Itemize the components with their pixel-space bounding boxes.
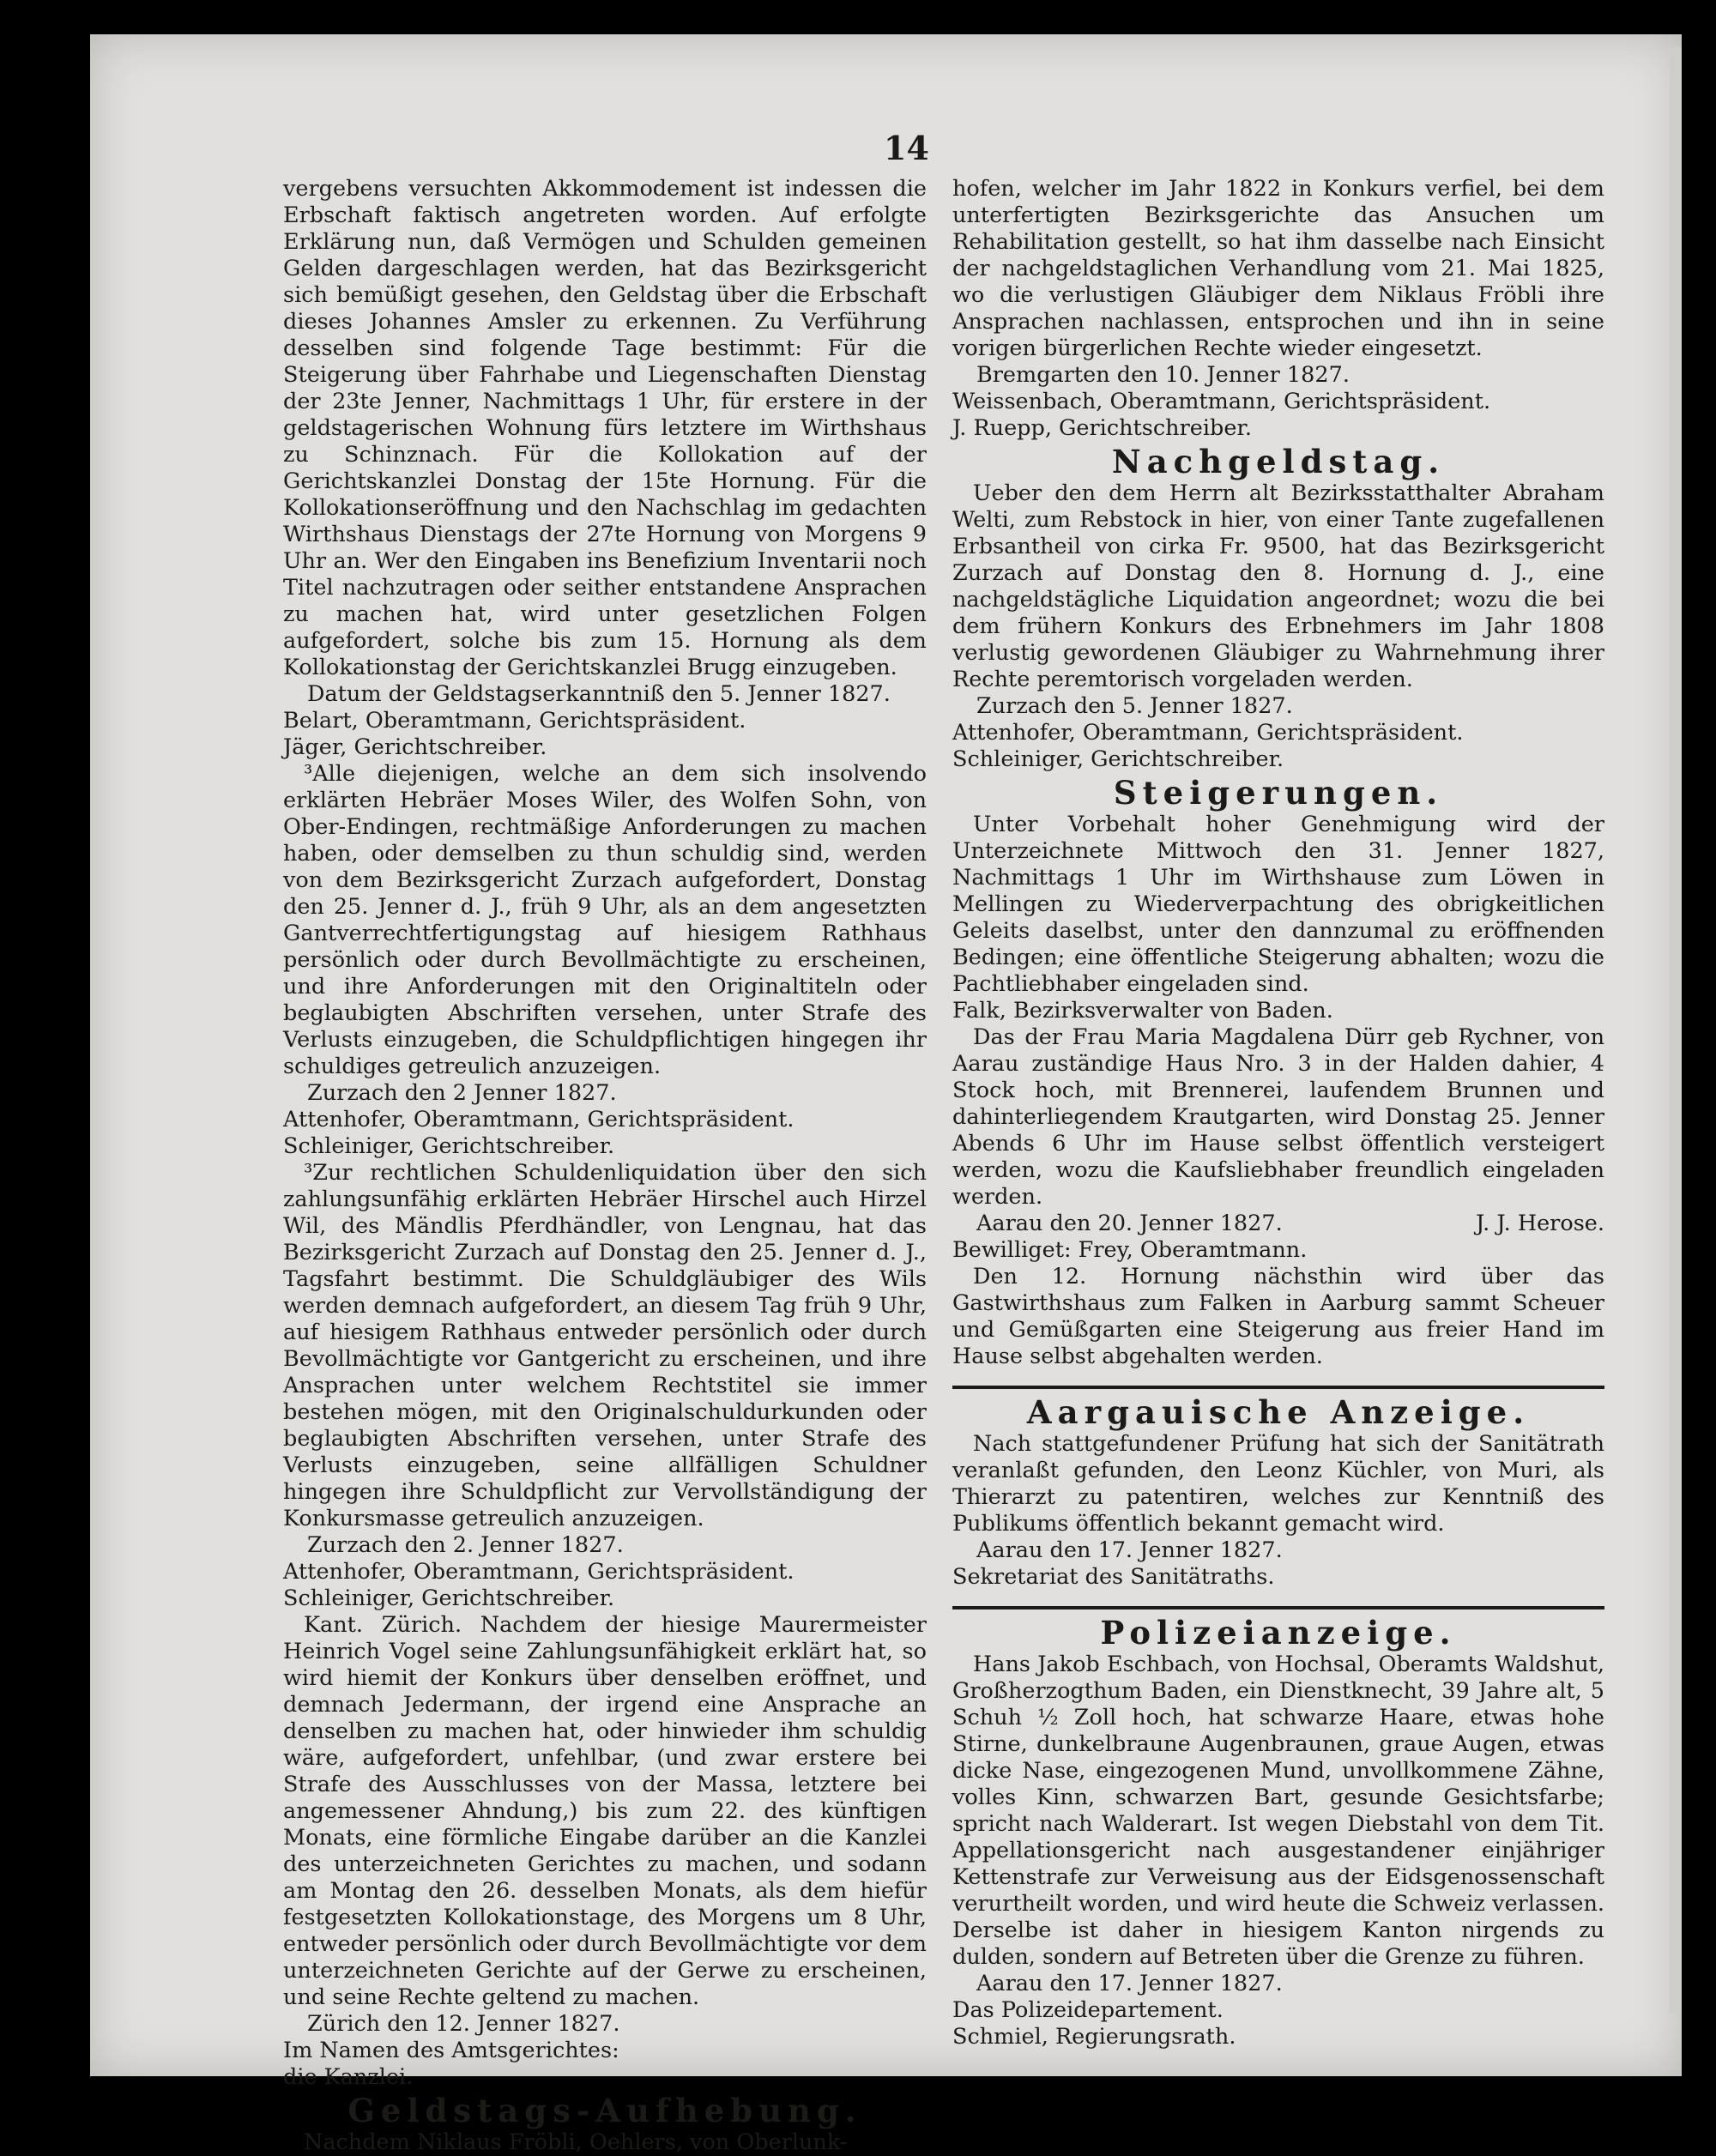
notice-kuechler-text: Nach stattgefundener Prüfung hat sich der Sanitätrath veranlaßt gefunden, den Leonz Küchler, von Muri, als Thierarzt zu patentiren, welches zur Kenntniß des Publikums öffentlich bekannt gemacht wird. [952, 1431, 1604, 1537]
notice-wiler-signature-1: Attenhofer, Oberamtmann, Gerichtspräsident. [283, 1107, 795, 1132]
notice-eschbach-signature-1: Das Polizeidepartement. [952, 1997, 1224, 2023]
notice-wiler-text: ³Alle diejenigen, welche an dem sich insolvendo erklärten Hebräer Moses Wiler, des Wolfen Sohn, von Ober-Endingen, rechtmäßige Anforderungen zu machen haben, oder demselben zu thun schuldig sind, werden von dem Bezirksgericht Zurzach aufgefordert, Donstag den 25. Jenner d. J., früh 9 Uhr, als an dem angesetzten Gantverrechtfertigungstag auf hiesigem Rathhaus persönlich oder durch Bevollmächtigte zu erscheinen, und ihre Anforderungen mit den Originaltiteln oder beglaubigten Abschriften versehen, unter Strafe des Verlusts einzugeben, die Schuldpflichtigen hingegen ihr schuldiges getreulich anzuzeigen. [283, 761, 927, 1079]
section-heading-aargauische-anzeige: Aargauische Anzeige. [1026, 1393, 1531, 1431]
notice-duerr-footer [952, 1211, 1604, 1237]
notice-vogel-signature-1: Im Namen des Amtsgerichtes: [283, 2038, 619, 2063]
notice-froebli-text-start: Nachdem Niklaus Fröbli, Oehlers, von Oberlunk- [304, 2129, 848, 2155]
page-number: 14 [884, 129, 929, 167]
notice-welti-text: Ueber den dem Herrn alt Bezirksstatthalter Abraham Welti, zum Rebstock in hier, von einer Tante zugefallenen Erbsantheil von cirka Fr. 9500, hat das Bezirksgericht Zurzach auf Donstag den 8. Hornung d. J., eine nachgeldstägliche Liquidation angeordnet; wozu die bei dem frühern Konkurs des Erbnehmers im Jahr 1808 verlustig gewordenen Gläubiger zu Wahrnehmung ihrer Rechte peremtorisch vorgeladen werden. [952, 480, 1604, 692]
notice-wiler-date: Zurzach den 2 Jenner 1827. [307, 1080, 617, 1106]
notice-eschbach-date: Aarau den 17. Jenner 1827. [976, 1971, 1283, 1996]
section-divider [952, 1386, 1604, 1389]
section-heading-nachgeldstag: Nachgeldstag. [1111, 443, 1446, 480]
notice-vogel-signature-2: die Kanzlei. [283, 2064, 414, 2090]
section-heading-geldstags-aufhebung: Geldstags-Aufhebung. [347, 2092, 862, 2129]
notice-falken-text: Den 12. Hornung nächsthin wird über das Gastwirthshaus zum Falken in Aarburg sammt Scheuer und Gemüßgarten eine Steigerung aus freier Hand im Hause selbst abgehalten werden. [952, 1264, 1604, 1369]
notice-kuechler-date: Aarau den 17. Jenner 1827. [976, 1537, 1283, 1563]
notice-froebli-date: Bremgarten den 10. Jenner 1827. [976, 362, 1350, 388]
notice-wil-date: Zurzach den 2. Jenner 1827. [307, 1532, 624, 1558]
notice-duerr-approval: Bewilliget: Frey, Oberamtmann. [952, 1237, 1308, 1263]
notice-amsler-signature-1: Belart, Oberamtmann, Gerichtspräsident. [283, 708, 746, 734]
section-heading-steigerungen: Steigerungen. [1113, 774, 1444, 812]
notice-eschbach-text: Hans Jakob Eschbach, von Hochsal, Oberamts Waldshut, Großherzogthum Baden, ein Dienstknecht, 39 Jahre alt, 5 Schuh ½ Zoll hoch, hat schwarze Haare, etwas hohe Stirne, dunkelbraune Augenbraunen, graue Augen, etwas dicke Nase, eingezogenen Mund, unvollkommene Zähne, volles Kinn, schwarzen Bart, gesunde Gesichtsfarbe; spricht nach Walderart. Ist wegen Diebstahl von dem Tit. Appellationsgericht nach ausgestandener einjähriger Kettenstrafe zur Verweisung aus der Eidsgenossenschaft verurtheilt worden, und wird heute die Schweiz verlassen. Derselbe ist daher in hiesigem Kanton nirgends zu dulden, sondern auf Betreten über die Grenze zu führen. [952, 1652, 1604, 1970]
notice-amsler-date: Datum der Geldstagserkanntniß den 5. Jenner 1827. [307, 681, 891, 707]
notice-welti-signature-1: Attenhofer, Oberamtmann, Gerichtspräsident. [952, 720, 1464, 746]
notice-froebli-signature-2: J. Ruepp, Gerichtschreiber. [952, 415, 1252, 441]
page-edge [1670, 47, 1682, 2012]
notice-welti-date: Zurzach den 5. Jenner 1827. [976, 693, 1293, 719]
notice-mellingen-text: Unter Vorbehalt hoher Genehmigung wird der Unterzeichnete Mittwoch den 31. Jenner 1827, Nachmittags 1 Uhr im Wirthshause zum Löwen in Mellingen zu Wiederverpachtung des obrigkeitlichen Geleits daselbst, unter den dannzumal zu eröffnenden Bedingen; eine öffentliche Steigerung abhalten; wozu die Pachtliebhaber eingeladen sind. [952, 812, 1604, 997]
left-column [283, 176, 927, 2156]
right-column [952, 176, 1604, 2050]
notice-duerr-date: Aarau den 20. Jenner 1827. [976, 1211, 1283, 1236]
notice-vogel-date: Zürich den 12. Jenner 1827. [307, 2011, 620, 2037]
notice-amsler-signature-2: Jäger, Gerichtschreiber. [283, 734, 547, 760]
notice-amsler-text: vergebens versuchten Akkommodement ist indessen die Erbschaft faktisch angetreten worden. Auf erfolgte Erklärung nun, daß Vermögen und Schulden gemeinen Gelden dargeschlagen werden, hat das Bezirksgericht sich bemüßigt gesehen, den Geldstag über die Erbschaft dieses Johannes Amsler zu erkennen. Zu Verführung desselben sind folgende Tage bestimmt: Für die Steigerung über Fahrhabe und Liegenschaften Dienstag der 23te Jenner, Nachmittags 1 Uhr, für erstere in der geldstagerischen Wohnung fürs letztere im Wirthshaus zu Schinznach. Für die Kollokation auf der Gerichtskanzlei Donstag der 15te Hornung. Für die Kollokationseröffnung und den Nachschlag im gedachten Wirthshaus Dienstags der 27te Hornung von Morgens 9 Uhr an. Wer den Eingaben ins Benefizium Inventarii noch Titel nachzutragen oder seither entstandene Ansprachen zu machen hat, wird unter gesetzlichen Folgen aufgefordert, solche bis zum 15. Hornung als dem Kollokationstag der Gerichtskanzlei Brugg einzugeben. [283, 176, 927, 680]
notice-kuechler-signature: Sekretariat des Sanitätraths. [952, 1564, 1275, 1590]
notice-duerr-signature: J. J. Herose. [1475, 1211, 1604, 1236]
notice-wil-signature-1: Attenhofer, Oberamtmann, Gerichtspräsident. [283, 1559, 795, 1585]
notice-vogel-text: Kant. Zürich. Nachdem der hiesige Maurermeister Heinrich Vogel seine Zahlungsunfähigkeit erklärt hat, so wird hiemit der Konkurs über denselben eröffnet, und demnach Jedermann, der irgend eine Ansprache an denselben zu machen hat, oder hinwieder ihm schuldig wäre, aufgefordert, unfehlbar, (und zwar erstere bei Strafe des Ausschlusses von der Massa, letztere bei angemessener Ahndung,) bis zum 22. des künftigen Monats, eine förmliche Eingabe darüber an die Kanzlei des unterzeichneten Gerichtes zu machen, und sodann am Montag den 26. desselben Monats, als dem hiefür festgesetzten Kollokationstage, des Morgens um 8 Uhr, entweder persönlich oder durch Bevollmächtigte vor dem unterzeichneten Gerichte auf der Gerwe zu erscheinen, und seine Rechte geltend zu machen. [283, 1612, 927, 2010]
notice-eschbach-signature-2: Schmiel, Regierungsrath. [952, 2024, 1236, 2050]
notice-duerr-text: Das der Frau Maria Magdalena Dürr geb Rychner, von Aarau zuständige Haus Nro. 3 in der Halden dahier, 4 Stock hoch, mit Brennerei, laufendem Brunnen und dahinterliegendem Krautgarten, wird Donstag 25. Jenner Abends 6 Uhr im Hause selbst öffentlich versteigert werden, wozu die Kaufsliebhaber freundlich eingeladen werden. [952, 1024, 1604, 1210]
notice-wil-text: ³Zur rechtlichen Schuldenliquidation über den sich zahlungsunfähig erklärten Hebräer Hirschel auch Hirzel Wil, des Mändlis Pferdhändler, von Lengnau, hat das Bezirksgericht Zurzach auf Donstag den 25. Jenner d. J., Tagsfahrt bestimmt. Die Schuldgläubiger des Wils werden demnach aufgefordert, an diesem Tag früh 9 Uhr, auf hiesigem Rathhaus entweder persönlich oder durch Bevollmächtigte vor Gantgericht zu erscheinen, und ihre Ansprachen unter welchem Rechtstitel sie immer bestehen mögen, mit den Originalschuldurkunden oder beglaubigten Abschriften versehen, unter Strafe des Verlusts einzugeben, seine allfälligen Schuldner hingegen ihre Schuldpflicht zur Vervollständigung der Konkursmasse getreulich anzuzeigen. [283, 1160, 927, 1531]
notice-wil-signature-2: Schleiniger, Gerichtschreiber. [283, 1585, 615, 1611]
notice-welti-signature-2: Schleiniger, Gerichtschreiber. [952, 746, 1284, 772]
notice-froebli-text: hofen, welcher im Jahr 1822 in Konkurs verfiel, bei dem unterfertigten Bezirksgerichte das Ansuchen um Rehabilitation gestellt, so hat ihm dasselbe nach Einsicht der nachgeldstaglichen Verhandlung vom 21. Mai 1825, wo die verlustigen Gläubiger dem Niklaus Fröbli ihre Ansprachen nachlassen, entsprochen und ihn in seine vorigen bürgerlichen Rechte wieder eingesetzt. [952, 176, 1604, 361]
section-divider [952, 1606, 1604, 1609]
notice-wiler-signature-2: Schleiniger, Gerichtschreiber. [283, 1133, 615, 1159]
notice-mellingen-signature: Falk, Bezirksverwalter von Baden. [952, 998, 1333, 1024]
section-heading-polizeianzeige: Polizeianzeige. [1100, 1614, 1457, 1652]
notice-froebli-signature-1: Weissenbach, Oberamtmann, Gerichtspräsident. [952, 389, 1491, 414]
